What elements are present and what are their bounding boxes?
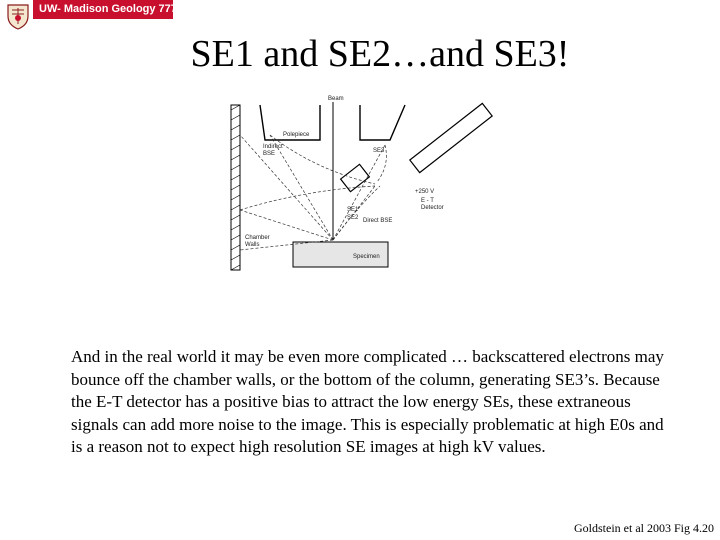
figure-citation: Goldstein et al 2003 Fig 4.20 bbox=[574, 521, 714, 535]
label-voltage: +250 V bbox=[415, 189, 435, 195]
label-polepiece: Polepiece bbox=[283, 132, 310, 138]
label-chamber-walls-line2: Walls bbox=[245, 242, 260, 248]
label-chamber-walls bbox=[245, 235, 271, 248]
label-indirect-bse bbox=[263, 144, 284, 157]
label-beam: Beam bbox=[328, 96, 344, 102]
label-detector bbox=[421, 198, 444, 211]
label-se3: SE3 bbox=[373, 148, 385, 154]
course-badge: UW- Madison Geology 777 bbox=[33, 0, 173, 19]
university-crest-logo bbox=[4, 2, 32, 30]
label-se2: SE2 bbox=[347, 215, 359, 221]
body-paragraph: And in the real world it may be even more complicated … backscattered electrons may bounce off the chamber walls, or the bottom of the column, generating SE3’s. Because the E-T detector has a positive bias to attract the low energy SEs, these extraneous signals can add more noise to the image. This is especially problematic at high E0s and is a reason not to expect high resolution SE images at high kV values. bbox=[71, 347, 664, 456]
et-detector bbox=[341, 103, 493, 191]
sem-electron-signals-diagram bbox=[225, 90, 515, 275]
slide-title: SE1 and SE2…and SE3! bbox=[190, 33, 570, 75]
label-specimen: Specimen bbox=[353, 254, 380, 260]
label-indirect-bse-line1: Indirect bbox=[263, 144, 283, 150]
label-detector-line2: Detector bbox=[421, 205, 444, 211]
label-se1: SE1 bbox=[347, 207, 359, 213]
label-indirect-bse-line2: BSE bbox=[263, 151, 276, 157]
chamber-wall bbox=[231, 105, 240, 270]
label-direct-bse: Direct BSE bbox=[363, 218, 393, 224]
label-chamber-walls-line1: Chamber bbox=[245, 235, 270, 241]
electron-trajectories bbox=[240, 135, 386, 250]
diagram-canvas bbox=[225, 90, 515, 275]
label-detector-line1: E - T bbox=[421, 198, 434, 204]
